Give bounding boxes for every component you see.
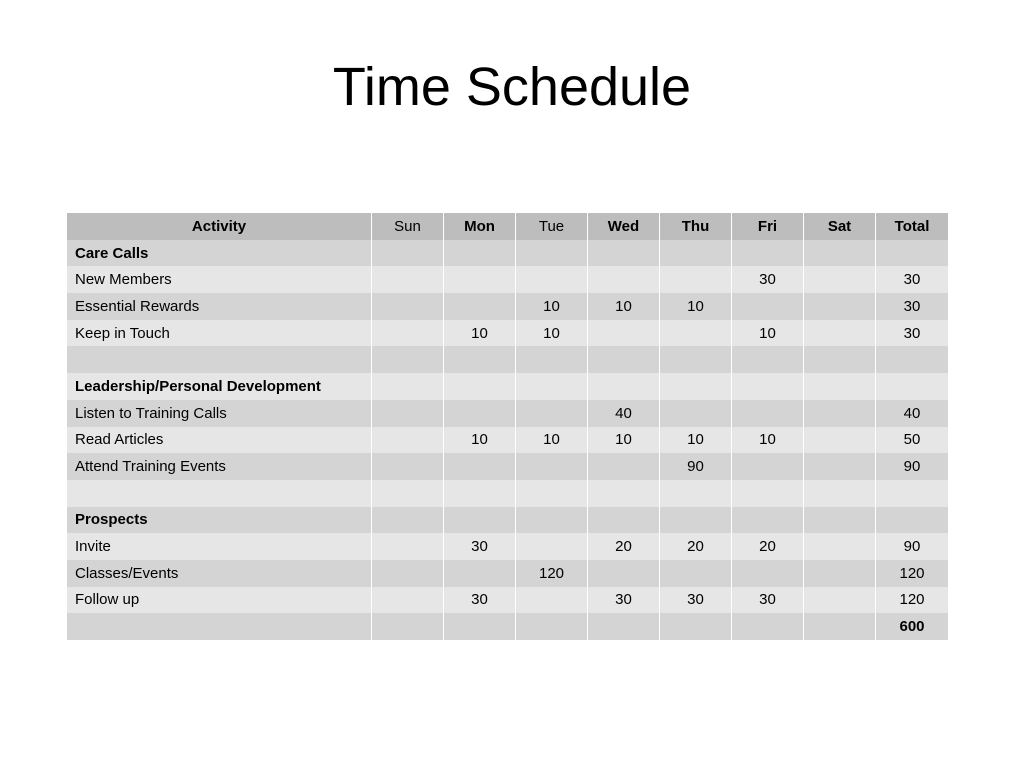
tue-cell — [516, 453, 588, 480]
sat-cell — [804, 240, 876, 267]
sat-cell — [804, 480, 876, 507]
sat-cell — [804, 346, 876, 373]
page-title: Time Schedule — [332, 57, 692, 117]
thu-cell: 30 — [660, 587, 732, 614]
sat-cell — [804, 560, 876, 587]
tue-cell: 10 — [516, 293, 588, 320]
table-row — [67, 427, 949, 454]
activity-cell — [67, 480, 372, 507]
table-row — [67, 373, 949, 400]
sat-cell — [804, 507, 876, 534]
total-cell: 90 — [876, 533, 949, 560]
activity-cell: Invite — [67, 533, 372, 560]
total-cell — [876, 480, 949, 507]
sun-cell — [372, 613, 444, 640]
header-total: Total — [876, 213, 949, 240]
tue-cell — [516, 400, 588, 427]
mon-cell — [444, 453, 516, 480]
table-row — [67, 613, 949, 640]
total-cell — [876, 346, 949, 373]
tue-cell — [516, 480, 588, 507]
tue-cell — [516, 533, 588, 560]
fri-cell — [732, 400, 804, 427]
fri-cell — [732, 507, 804, 534]
thu-cell — [660, 373, 732, 400]
activity-cell: New Members — [67, 266, 372, 293]
sun-cell — [372, 427, 444, 454]
fri-cell — [732, 293, 804, 320]
sun-cell — [372, 293, 444, 320]
tue-cell — [516, 346, 588, 373]
total-cell: 30 — [876, 320, 949, 347]
mon-cell: 30 — [444, 587, 516, 614]
activity-cell: Attend Training Events — [67, 453, 372, 480]
thu-cell — [660, 240, 732, 267]
tue-cell — [516, 613, 588, 640]
sun-cell — [372, 587, 444, 614]
table-row — [67, 587, 949, 614]
mon-cell: 30 — [444, 533, 516, 560]
thu-cell — [660, 320, 732, 347]
total-cell: 50 — [876, 427, 949, 454]
thu-cell — [660, 346, 732, 373]
thu-cell: 10 — [660, 293, 732, 320]
schedule-body — [67, 240, 949, 640]
wed-cell: 10 — [588, 293, 660, 320]
mon-cell — [444, 507, 516, 534]
table-row — [67, 320, 949, 347]
total-cell: 600 — [876, 613, 949, 640]
wed-cell — [588, 453, 660, 480]
fri-cell: 30 — [732, 587, 804, 614]
mon-cell — [444, 240, 516, 267]
thu-cell — [660, 560, 732, 587]
thu-cell: 20 — [660, 533, 732, 560]
table-row — [67, 400, 949, 427]
table-row — [67, 533, 949, 560]
mon-cell: 10 — [444, 427, 516, 454]
tue-cell — [516, 507, 588, 534]
sun-cell — [372, 400, 444, 427]
header-sat: Sat — [804, 213, 876, 240]
wed-cell — [588, 373, 660, 400]
sun-cell — [372, 453, 444, 480]
table-row — [67, 507, 949, 534]
sun-cell — [372, 373, 444, 400]
thu-cell — [660, 266, 732, 293]
thu-cell — [660, 480, 732, 507]
thu-cell: 10 — [660, 427, 732, 454]
mon-cell — [444, 480, 516, 507]
header-tue: Tue — [516, 213, 588, 240]
mon-cell — [444, 346, 516, 373]
activity-cell: Classes/Events — [67, 560, 372, 587]
total-cell — [876, 373, 949, 400]
total-cell: 40 — [876, 400, 949, 427]
fri-cell — [732, 613, 804, 640]
sat-cell — [804, 266, 876, 293]
sat-cell — [804, 373, 876, 400]
activity-cell: Read Articles — [67, 427, 372, 454]
table-row — [67, 293, 949, 320]
table-row — [67, 560, 949, 587]
header-thu: Thu — [660, 213, 732, 240]
sun-cell — [372, 266, 444, 293]
section-heading-cell: Leadership/Personal Development — [67, 373, 372, 400]
activity-cell — [67, 613, 372, 640]
fri-cell — [732, 240, 804, 267]
table-row — [67, 480, 949, 507]
sat-cell — [804, 400, 876, 427]
total-cell — [876, 507, 949, 534]
thu-cell — [660, 400, 732, 427]
wed-cell: 40 — [588, 400, 660, 427]
table-row — [67, 266, 949, 293]
total-cell: 30 — [876, 293, 949, 320]
wed-cell — [588, 560, 660, 587]
wed-cell — [588, 346, 660, 373]
sat-cell — [804, 533, 876, 560]
sun-cell — [372, 507, 444, 534]
total-cell — [876, 240, 949, 267]
wed-cell — [588, 613, 660, 640]
fri-cell: 10 — [732, 320, 804, 347]
mon-cell — [444, 266, 516, 293]
mon-cell — [444, 560, 516, 587]
table-row — [67, 346, 949, 373]
sat-cell — [804, 293, 876, 320]
tue-cell: 10 — [516, 320, 588, 347]
fri-cell: 20 — [732, 533, 804, 560]
tue-cell — [516, 587, 588, 614]
fri-cell — [732, 453, 804, 480]
tue-cell: 10 — [516, 427, 588, 454]
sun-cell — [372, 560, 444, 587]
sat-cell — [804, 587, 876, 614]
wed-cell: 20 — [588, 533, 660, 560]
activity-cell: Follow up — [67, 587, 372, 614]
sun-cell — [372, 533, 444, 560]
sun-cell — [372, 480, 444, 507]
fri-cell: 30 — [732, 266, 804, 293]
sun-cell — [372, 346, 444, 373]
header-wed: Wed — [588, 213, 660, 240]
tue-cell — [516, 266, 588, 293]
tue-cell: 120 — [516, 560, 588, 587]
fri-cell: 10 — [732, 427, 804, 454]
fri-cell — [732, 560, 804, 587]
header-mon: Mon — [444, 213, 516, 240]
activity-cell: Essential Rewards — [67, 293, 372, 320]
wed-cell — [588, 507, 660, 534]
header-activity: Activity — [67, 213, 372, 240]
fri-cell — [732, 480, 804, 507]
wed-cell — [588, 266, 660, 293]
sat-cell — [804, 320, 876, 347]
header-sun: Sun — [372, 213, 444, 240]
total-cell: 90 — [876, 453, 949, 480]
table-header-row — [67, 213, 949, 240]
total-cell: 30 — [876, 266, 949, 293]
fri-cell — [732, 346, 804, 373]
sat-cell — [804, 613, 876, 640]
total-cell: 120 — [876, 587, 949, 614]
total-cell: 120 — [876, 560, 949, 587]
sat-cell — [804, 453, 876, 480]
thu-cell: 90 — [660, 453, 732, 480]
wed-cell: 10 — [588, 427, 660, 454]
tue-cell — [516, 373, 588, 400]
schedule-table — [66, 213, 949, 640]
activity-cell: Listen to Training Calls — [67, 400, 372, 427]
sun-cell — [372, 240, 444, 267]
wed-cell — [588, 320, 660, 347]
tue-cell — [516, 240, 588, 267]
thu-cell — [660, 613, 732, 640]
mon-cell — [444, 400, 516, 427]
activity-cell: Keep in Touch — [67, 320, 372, 347]
table-row — [67, 240, 949, 267]
activity-cell — [67, 346, 372, 373]
sat-cell — [804, 427, 876, 454]
mon-cell — [444, 613, 516, 640]
mon-cell: 10 — [444, 320, 516, 347]
header-fri: Fri — [732, 213, 804, 240]
section-heading-cell: Care Calls — [67, 240, 372, 267]
fri-cell — [732, 373, 804, 400]
wed-cell — [588, 240, 660, 267]
table-row — [67, 453, 949, 480]
thu-cell — [660, 507, 732, 534]
wed-cell: 30 — [588, 587, 660, 614]
wed-cell — [588, 480, 660, 507]
mon-cell — [444, 373, 516, 400]
mon-cell — [444, 293, 516, 320]
sun-cell — [372, 320, 444, 347]
section-heading-cell: Prospects — [67, 507, 372, 534]
